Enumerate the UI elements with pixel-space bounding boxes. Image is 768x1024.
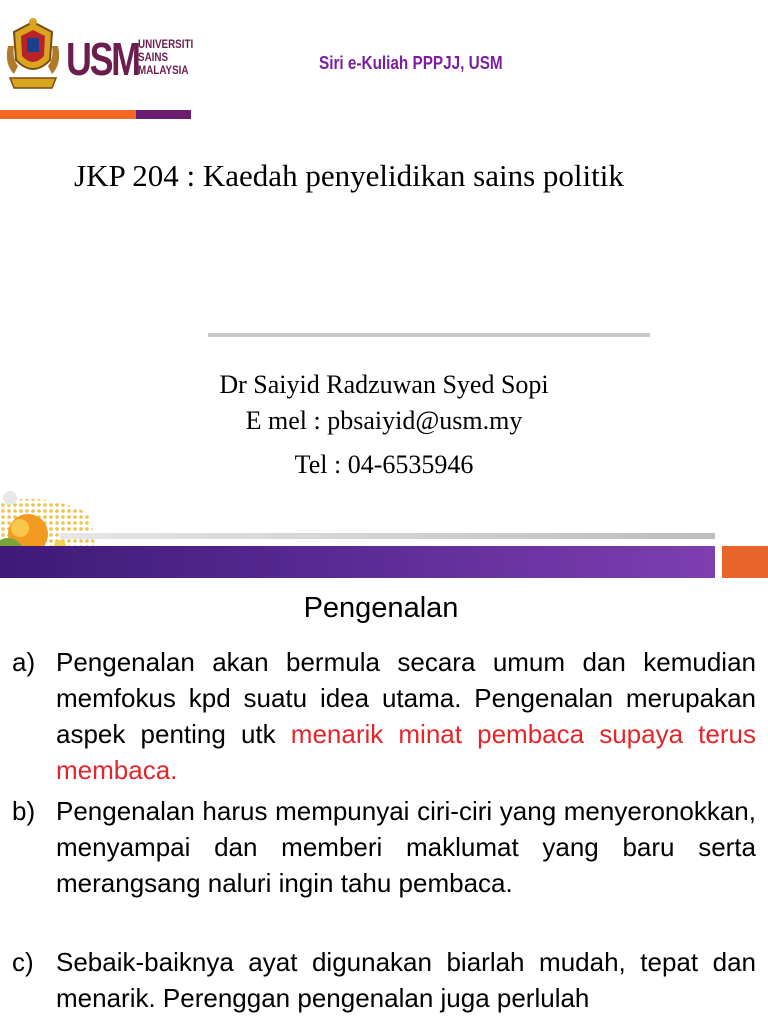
series-label: Siri e-Kuliah PPPJJ, USM	[319, 53, 503, 73]
slide-heading: Pengenalan	[303, 592, 459, 624]
list-item-text: Sebaik-baiknya ayat digunakan biarlah mudah, tepat dan menarik. Perenggan pengenalan juga perlulah	[56, 947, 756, 1013]
author-email: E mel : pbsaiyid@usm.my	[245, 406, 523, 435]
logo-orange-bar	[0, 110, 136, 119]
author-name: Dr Saiyid Radzuwan Syed Sopi	[219, 370, 549, 399]
usm-logo-line: SAINS	[138, 50, 169, 64]
logo-purple-bar	[136, 110, 191, 119]
list-item-text	[56, 644, 756, 788]
list-marker: a)	[12, 647, 36, 677]
decorative-grey-line	[60, 533, 715, 539]
course-title: JKP 204 : Kaedah penyelidikan sains politik	[74, 158, 624, 193]
divider-rule	[208, 333, 650, 337]
usm-logo-line: MALAYSIA	[138, 63, 189, 77]
crest-icon	[4, 16, 62, 92]
list-marker: b)	[12, 796, 36, 826]
author-phone: Tel : 04-6535946	[294, 450, 474, 479]
list-item-text: Pengenalan harus mempunyai ciri-ciri yang menyeronokkan, menyampai dan memberi maklumat yang baru serta merangsang naluri ingin tahu pembaca.	[56, 796, 756, 898]
purple-footer-band	[0, 546, 715, 578]
list-marker: c)	[12, 947, 34, 977]
content-slide	[0, 578, 768, 1024]
usm-logo-line: UNIVERSITI	[138, 37, 194, 51]
list-item-body: Pengenalan akan bermula secara umum dan kemudian memfokus kpd suatu idea utama. Pengenalan merupakan aspek penting utk	[56, 647, 756, 749]
usm-logo-mark: USM	[66, 33, 139, 85]
usm-logo-text	[138, 38, 193, 77]
highlighted-text: menarik minat pembaca supaya terus membaca.	[56, 719, 756, 785]
orange-footer-block	[722, 546, 768, 578]
usm-logo	[0, 14, 192, 106]
